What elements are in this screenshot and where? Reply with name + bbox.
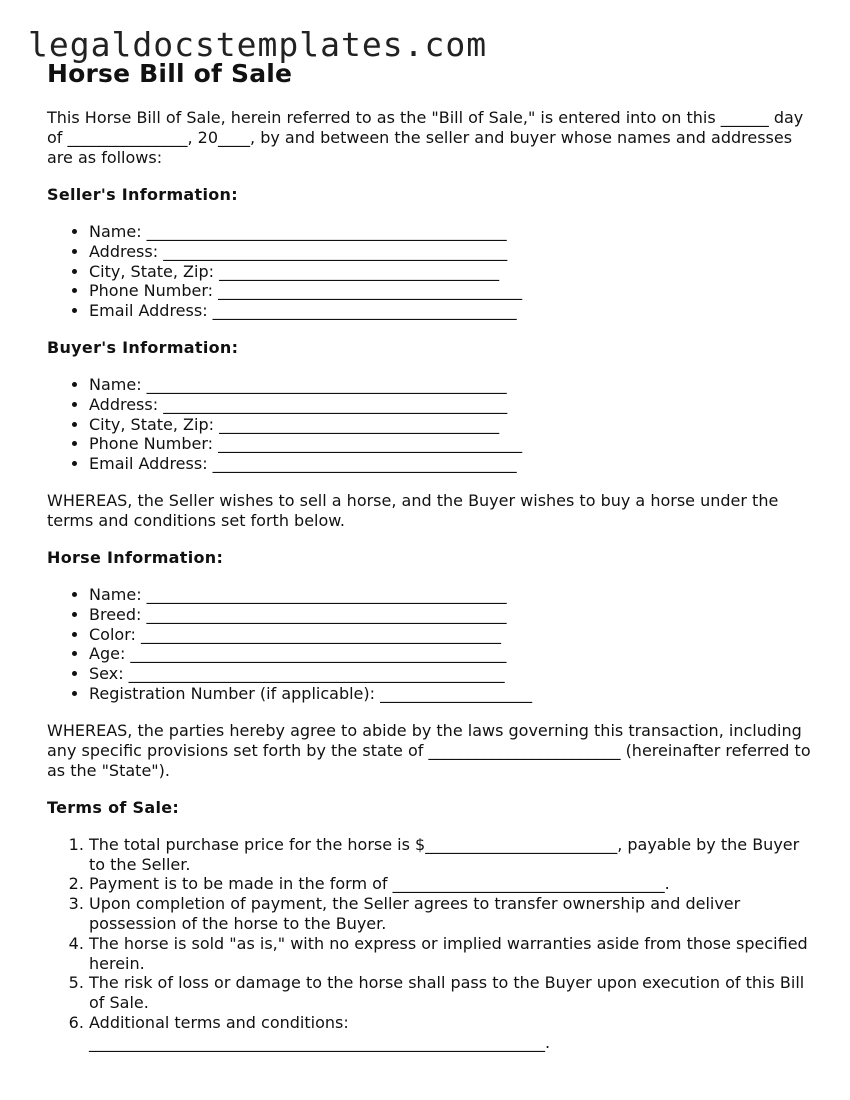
buyer-email-field: • Email Address: ______________________________________	[89, 454, 817, 474]
horse-age-field: • Age: _______________________________________________	[89, 644, 817, 664]
seller-fields-list	[47, 222, 817, 321]
horse-sex-field: • Sex: _______________________________________________	[89, 664, 817, 684]
term-item-risk-of-loss	[89, 973, 817, 1013]
buyer-name-field: • Name: _____________________________________________	[89, 375, 817, 395]
horse-color-field: • Color: _____________________________________________	[89, 625, 817, 645]
term-item-transfer-ownership: 3. Upon completion of payment, the Seller agrees to transfer ownership and deliver possession of the horse to the Buyer.	[89, 894, 817, 934]
term-item-payment-form: 2. Payment is to be made in the form of __________________________________.	[89, 874, 817, 894]
additional-terms-blank-line: _________________________________________________________.	[89, 1032, 551, 1052]
buyer-fields-list	[47, 375, 817, 474]
intro-paragraph: This Horse Bill of Sale, herein referred to as the "Bill of Sale," is entered into on this ______ day of _______________, 20____, by and between the seller and buyer whose names and addresses are as follows:	[47, 108, 804, 167]
terms-heading: Terms of Sale:	[47, 797, 180, 817]
buyer-phone-field: • Phone Number: ______________________________________	[89, 434, 817, 454]
buyer-address-field: • Address: ___________________________________________	[89, 395, 817, 415]
document-body	[47, 58, 817, 1053]
seller-phone-field: • Phone Number: ______________________________________	[89, 281, 817, 301]
seller-email-field: • Email Address: ______________________________________	[89, 301, 817, 321]
horse-breed-field: • Breed: _____________________________________________	[89, 605, 817, 625]
document-title: Horse Bill of Sale	[47, 59, 293, 88]
whereas-sale-paragraph: WHEREAS, the Seller wishes to sell a horse, and the Buyer wishes to buy a horse under the terms and conditions set forth below.	[47, 490, 779, 530]
terms-list	[47, 835, 817, 1053]
seller-address-field: • Address: ___________________________________________	[89, 242, 817, 262]
term-item-additional-terms	[89, 1013, 817, 1053]
seller-city-state-zip-field: • City, State, Zip: ___________________________________	[89, 262, 817, 282]
horse-registration-field: • Registration Number (if applicable): ___________________	[89, 684, 817, 704]
seller-heading: Seller's Information:	[47, 185, 238, 204]
term-item-risk-of-loss-text: The risk of loss or damage to the horse shall pass to the Buyer upon execution of this Bill of Sale.	[89, 973, 805, 1013]
watermark-logo-text: legaldocstemplates.com	[28, 25, 488, 64]
horse-heading: Horse Information:	[47, 547, 224, 567]
term-item-additional-terms-label: Additional terms and conditions:	[89, 1012, 349, 1032]
buyer-heading: Buyer's Information:	[47, 337, 239, 357]
term-item-purchase-price: 1. The total purchase price for the horse is $________________________, payable by the Buyer to the Seller.	[89, 835, 817, 875]
whereas-law-paragraph: WHEREAS, the parties hereby agree to abide by the laws governing this transaction, including any specific provisions set forth by the state of ________________________ (hereinafter referred to as the "State").	[47, 720, 811, 780]
term-item-as-is: 4. The horse is sold "as is," with no express or implied warranties aside from those specified herein.	[89, 934, 817, 974]
seller-name-field: • Name: _____________________________________________	[89, 222, 817, 242]
buyer-city-state-zip-field: • City, State, Zip: ___________________________________	[89, 415, 817, 435]
horse-name-field: • Name: _____________________________________________	[89, 585, 817, 605]
horse-fields-list	[47, 585, 817, 704]
